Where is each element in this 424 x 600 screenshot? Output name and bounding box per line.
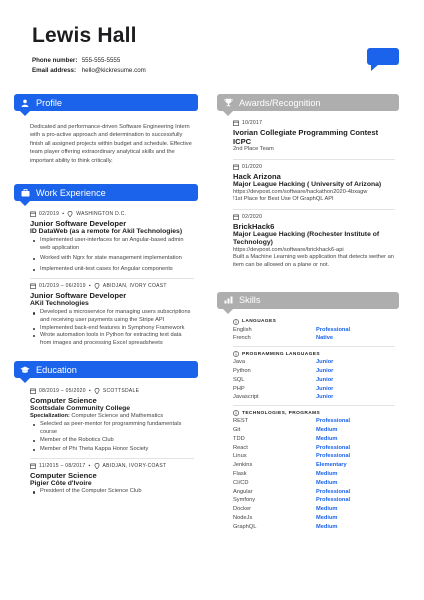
skill-level: Professional: [316, 453, 351, 460]
work-heading: Work Experience: [36, 187, 106, 198]
education-location: ABIDJAN, IVORY-COAST: [102, 463, 167, 470]
skill-category-label: LANGUAGES: [242, 319, 277, 325]
work-section-header: [14, 184, 198, 201]
list-item: Selected as peer-mentor for programming fundamentals course: [30, 421, 194, 436]
skill-name: NodeJs: [233, 514, 253, 521]
skill-row: [217, 488, 399, 497]
info-icon: [233, 319, 239, 325]
education-specialization: [30, 413, 194, 421]
skill-level: Medium: [316, 506, 338, 513]
calendar-icon: [30, 283, 36, 289]
education-date: 08/2019 – 05/2020: [39, 388, 86, 395]
skill-level: Medium: [316, 426, 338, 433]
skills-heading: Skills: [239, 295, 261, 306]
list-item: Implemented user-interfaces for an Angular-based admin web application: [30, 237, 194, 252]
skill-level: Elementary: [316, 462, 347, 469]
skill-name: SQL: [233, 376, 245, 383]
award-title: Hack Arizona: [233, 171, 281, 181]
specialization-label: Specialization:: [30, 413, 70, 420]
list-item: President of the Computer Science Club: [30, 488, 194, 496]
job-date: 02/2019: [39, 211, 60, 218]
skill-row: [217, 385, 399, 394]
award-meta: [233, 120, 395, 126]
skills-section-header: [217, 292, 399, 309]
skill-name: React: [233, 444, 248, 451]
phone-row: [32, 56, 146, 66]
skill-level: Junior: [316, 367, 334, 374]
education-degree: Computer Science: [30, 471, 97, 481]
education-section-header: [14, 361, 198, 378]
job-company: AKil Technologies: [30, 300, 89, 308]
skill-list: [217, 417, 399, 531]
skill-row: [217, 461, 399, 470]
right-column: [217, 94, 399, 532]
skill-name: Python: [233, 367, 251, 374]
divider: [233, 346, 395, 347]
education-bullets: [30, 421, 194, 453]
speech-bubble-icon: [367, 48, 399, 72]
education-degree: Computer Science: [30, 396, 97, 406]
divider: [233, 405, 395, 406]
award-date: 01/2020: [242, 163, 263, 170]
award-title: Ivorian Collegiate Programming Contest ICPC: [233, 128, 379, 146]
award-entry: [217, 120, 399, 154]
job-entry: [14, 211, 198, 273]
chart-bars-icon: [223, 295, 233, 305]
award-meta: [233, 164, 395, 170]
skill-row: [217, 452, 399, 461]
job-location: WASHINGTON D.C.: [76, 211, 127, 218]
divider: [30, 278, 194, 279]
candidate-name: Lewis Hall: [32, 24, 137, 47]
calendar-icon: [233, 164, 239, 170]
awards-section-header: [217, 94, 399, 111]
job-entry: [14, 283, 198, 347]
skill-row: [217, 444, 399, 453]
award-org: Major League Hacking (Rochester Institute of Technology): [233, 230, 380, 246]
list-item: Implemented back-end features in Symphony Framework: [30, 325, 194, 333]
email-label: Email address:: [32, 67, 77, 74]
skill-name: Git: [233, 426, 241, 433]
skill-row: [217, 393, 399, 402]
skill-row: [217, 496, 399, 505]
profile-section-header: [14, 94, 198, 111]
skill-row: [217, 367, 399, 376]
job-company: ID DataWeb (as a remote for Akil Technologies): [30, 228, 183, 236]
skill-row: [217, 479, 399, 488]
divider: [30, 458, 194, 459]
skill-level: Native: [316, 335, 334, 342]
skill-name: Flask: [233, 470, 247, 477]
award-org: Major League Hacking ( University of Arizona): [233, 180, 382, 188]
skill-name: Javascript: [233, 394, 259, 401]
job-date: 01/2019 – 06/2019: [39, 283, 86, 290]
award-entry: [217, 214, 399, 270]
skill-category-label: PROGRAMMING LANGUAGES: [242, 351, 320, 357]
job-title: Junior Software Developer: [30, 219, 127, 229]
skill-name: Jenkins: [233, 462, 253, 469]
divider: [233, 159, 395, 160]
skill-category-languages: [217, 319, 399, 325]
education-date: 11/2015 – 08/2017: [39, 463, 86, 470]
list-item: Wrote automation tools in Python for extracting text data from images and processing Excel spreadsheets: [30, 332, 194, 347]
skill-name: Docker: [233, 506, 252, 513]
skill-category-programming: [217, 351, 399, 357]
skill-list: [217, 326, 399, 344]
education-heading: Education: [36, 364, 77, 375]
specialization-value: Computer Science and Mathematics: [71, 413, 164, 420]
skill-level: Junior: [316, 385, 334, 392]
education-bullets: [30, 488, 194, 496]
briefcase-icon: [20, 188, 30, 198]
skill-row: [217, 417, 399, 426]
skill-row: [217, 358, 399, 367]
job-bullets: [30, 237, 194, 273]
calendar-icon: [30, 463, 36, 469]
job-bullets: [30, 309, 194, 347]
profile-text: Dedicated and performance-driven Software Engineering Intern with a pro-active approach and determination to successfully finish all assigned projects within budget and schedule. Effective team player offering extraordinary analytical skills and the important ability to think critically.: [30, 124, 192, 164]
skill-name: Symfony: [233, 497, 256, 504]
skill-row: [217, 326, 399, 335]
skill-name: Linux: [233, 453, 247, 460]
award-meta: [233, 214, 395, 220]
profile-heading: Profile: [36, 97, 63, 108]
calendar-icon: [30, 211, 36, 217]
trophy-icon: [223, 98, 233, 108]
award-title: BrickHack6: [233, 221, 275, 231]
location-pin-icon: [94, 283, 100, 289]
skill-level: Professional: [316, 444, 351, 451]
skill-row: [217, 523, 399, 532]
education-entry: [14, 463, 198, 496]
award-line: 2nd Place Team: [233, 146, 274, 152]
education-location: SCOTTSDALE: [102, 388, 140, 395]
skill-level: Professional: [316, 497, 351, 504]
phone-label: Phone number:: [32, 57, 78, 64]
email-row: [32, 66, 146, 76]
list-item: Worked with Ngrx for state management implementation: [30, 255, 194, 263]
person-icon: [20, 98, 30, 108]
skill-name: GraphQL: [233, 523, 257, 530]
skill-level: Junior: [316, 376, 334, 383]
skill-name: TDD: [233, 435, 245, 442]
skill-row: [217, 505, 399, 514]
divider: [233, 209, 395, 210]
skill-level: Medium: [316, 479, 338, 486]
skill-level: Professional: [316, 488, 351, 495]
location-pin-icon: [94, 388, 100, 394]
list-item: Member of the Robotics Club: [30, 437, 194, 445]
skill-level: Medium: [316, 514, 338, 521]
calendar-icon: [233, 120, 239, 126]
skill-name: Java: [233, 359, 246, 366]
graduation-cap-icon: [20, 365, 30, 375]
skill-level: Junior: [316, 359, 334, 366]
skill-name: CI/CD: [233, 479, 249, 486]
skill-category-label: TECHNOLOGIES, PROGRAMS: [242, 410, 321, 416]
award-date: 10/2017: [242, 120, 263, 126]
calendar-icon: [233, 214, 239, 220]
skill-level: Medium: [316, 470, 338, 477]
list-item: Member of Phi Theta Kappa Honor Society: [30, 446, 194, 454]
list-item: Implemented unit-test cases for Angular components: [30, 266, 194, 274]
skill-row: [217, 435, 399, 444]
award-link[interactable]: https://devpost.com/software/hackathon2020-4bxagw: [233, 188, 368, 195]
skill-level: Medium: [316, 523, 338, 530]
skill-name: English: [233, 326, 252, 333]
skill-name: REST: [233, 418, 249, 425]
award-line: Built a Machine Learning web application that detects wether an item can be allowed on a plane or not.: [233, 254, 394, 268]
skill-level: Professional: [316, 418, 351, 425]
award-link[interactable]: https://devpost.com/software/brickhack6-api: [233, 246, 344, 253]
contact-block: [32, 56, 146, 76]
info-icon: [233, 410, 239, 416]
list-item: Developed a microservice for managing users subscriptions and receiving user payments using the Stripe API: [30, 309, 194, 324]
info-icon: [233, 351, 239, 357]
skill-name: Angular: [233, 488, 253, 495]
skill-list: [217, 358, 399, 402]
job-meta: 01/2019 – 06/2019 ▪ ABIDJAN, IVORY COAST: [30, 283, 194, 289]
award-date: 02/2020: [242, 213, 263, 220]
job-location: ABIDJAN, IVORY COAST: [102, 283, 167, 290]
education-school: Scottsdale Community College: [30, 405, 131, 413]
skill-level: Professional: [316, 326, 351, 333]
location-pin-icon: [94, 463, 100, 469]
job-title: Junior Software Developer: [30, 291, 127, 301]
education-school: Pigier Côte d'Ivoire: [30, 480, 92, 488]
education-entry: [14, 388, 198, 453]
awards-heading: Awards/Recognition: [239, 97, 321, 108]
skill-name: PHP: [233, 385, 245, 392]
resume-header: [32, 24, 146, 76]
education-meta: 08/2019 – 05/2020 ▪ SCOTTSDALE: [30, 388, 194, 394]
calendar-icon: [30, 388, 36, 394]
skill-level: Junior: [316, 394, 334, 401]
job-meta: 02/2019 ▪ WASHINGTON D.C.: [30, 211, 194, 217]
award-entry: [217, 164, 399, 204]
skill-row: [217, 334, 399, 343]
skill-name: French: [233, 335, 251, 342]
skill-row: [217, 376, 399, 385]
location-pin-icon: [67, 211, 73, 217]
skill-row: [217, 514, 399, 523]
skill-row: [217, 426, 399, 435]
skill-level: Medium: [316, 435, 338, 442]
skill-row: [217, 470, 399, 479]
phone-value: 555-555-5555: [81, 57, 121, 64]
education-meta: 11/2015 – 08/2017 ▪ ABIDJAN, IVORY-COAST: [30, 463, 194, 469]
skill-category-technologies: [217, 410, 399, 416]
award-line: !1st Place for Best Use Of GraphQL API: [233, 196, 334, 203]
email-value: hello@kickresume.com: [81, 67, 146, 74]
left-column: [14, 94, 198, 496]
